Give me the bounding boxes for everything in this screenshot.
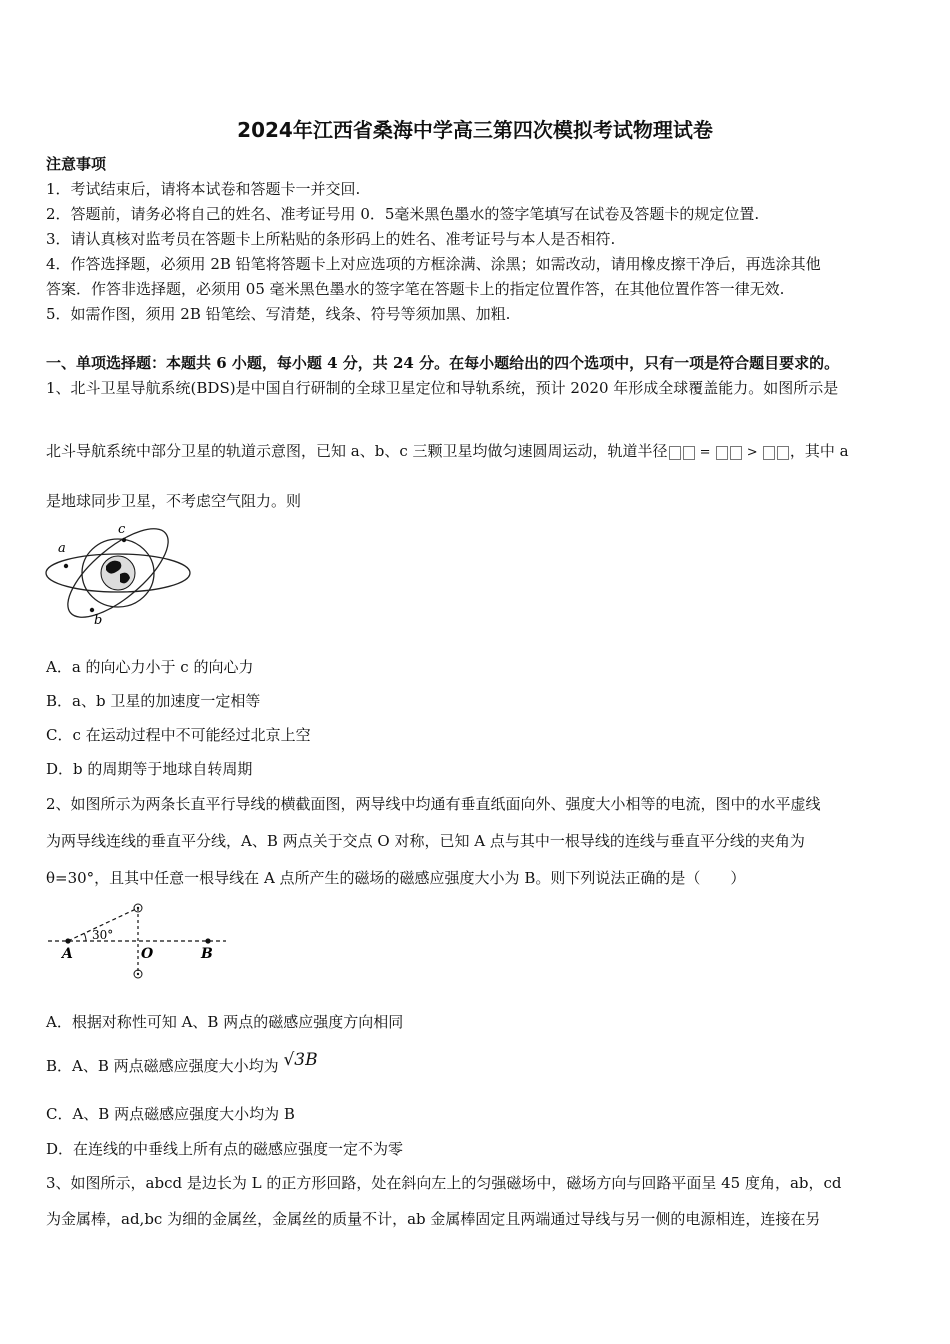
satellite-c [122,538,126,542]
point-a [65,938,70,943]
satellite-b [90,608,94,612]
question-2-text: 为两导线连线的垂直平分线，A、B 两点关于交点 O 对称，已知 A 点与其中一根导线的连线与垂直平分线的夹角为 [46,832,805,850]
option-c: C．A、B 两点磁感应强度大小均为 B [46,1105,295,1123]
angle-label: 30° [92,928,114,942]
option-a: A．根据对称性可知 A、B 两点的磁感应强度方向相同 [46,1013,404,1031]
earth-icon [101,556,135,590]
option-b [46,1050,318,1076]
orbit-radius-relation: = > [668,445,790,460]
question-2-text: θ=30°，且其中任意一根导线在 A 点所产生的磁场的磁感应强度大小为 B。则下列说法正确的是（ ） [46,869,746,887]
angle-arc [84,933,86,941]
label-c: c [118,522,126,537]
notice-item: 4．作答选择题，必须用 2B 铅笔将答题卡上对应选项的方框涂满、涂黑；如需改动，请用橡皮擦干净后，再选涂其他 [46,255,821,273]
option-a: A．a 的向心力小于 c 的向心力 [46,658,254,676]
label-B: B [201,946,213,962]
notice-heading: 注意事项 [46,155,107,173]
notice-item: 3．请认真核对监考员在答题卡上所粘贴的条形码上的姓名、准考证号与本人是否相符. [46,230,616,248]
notice-item: 1．考试结束后，请将本试卷和答题卡一并交回. [46,180,361,198]
notice-item: 答案．作答非选择题，必须用 05 毫米黑色墨水的签字笔在答题卡上的指定位置作答，在其他位置作答一律无效. [46,280,785,298]
option-b-text: B．A、B 两点磁感应强度大小均为 [46,1057,279,1075]
label-b: b [94,613,103,628]
wire-field-diagram [46,898,231,988]
label-O: O [141,946,154,962]
option-c: C．c 在运动过程中不可能经过北京上空 [46,726,311,744]
question-2-text: 2、如图所示为两条长直平行导线的横截面图，两导线中均通有垂直纸面向外、强度大小相等的电流，图中的水平虚线 [46,795,821,813]
option-d: D．在连线的中垂线上所有点的磁感应强度一定不为零 [46,1140,404,1158]
satellite-a [64,564,68,568]
section-heading: 一、单项选择题：本题共 6 小题，每小题 4 分，共 24 分。在每小题给出的四个选项中，只有一项是符合题目要求的。 [46,354,840,372]
question-1-text-part: ，其中 a [789,442,849,460]
label-a: a [58,541,66,556]
notice-item: 2．答题前，请务必将自己的姓名、准考证号用 0．5毫米黑色墨水的签字笔填写在试卷及答题卡的规定位置. [46,205,760,223]
option-b: B．a、b 卫星的加速度一定相等 [46,692,261,710]
notice-item: 5．如需作图，须用 2B 铅笔绘、写清楚，线条、符号等须加黑、加粗. [46,305,511,323]
point-b [205,938,210,943]
question-1-text: 1、北斗卫星导航系统(BDS)是中国自行研制的全球卫星定位和导轨系统，预计 2020 年形成全球覆盖能力。如图所示是 [46,379,839,397]
option-d: D．b 的周期等于地球自转周期 [46,760,253,778]
question-1-text [46,440,849,461]
question-1-text-part: 北斗导航系统中部分卫星的轨道示意图，已知 a、b、c 三颗卫星均做匀速圆周运动，轨道半径 [46,442,668,460]
question-3-text: 3、如图所示，abcd 是边长为 L 的正方形回路，处在斜向左上的匀强磁场中，磁场方向与回路平面呈 45 度角，ab，cd [46,1174,842,1192]
page-title: 2024年江西省桑海中学高三第四次模拟考试物理试卷 [237,118,713,142]
option-b-math: √3B [283,1050,318,1070]
satellite-orbit-diagram [44,518,194,628]
question-3-text: 为金属棒，ad,bc 为细的金属丝，金属丝的质量不计，ab 金属棒固定且两端通过导线与另一侧的电源相连，连接在另 [46,1210,821,1228]
label-A: A [62,946,73,962]
question-1-text: 是地球同步卫星，不考虑空气阻力。则 [46,492,302,510]
